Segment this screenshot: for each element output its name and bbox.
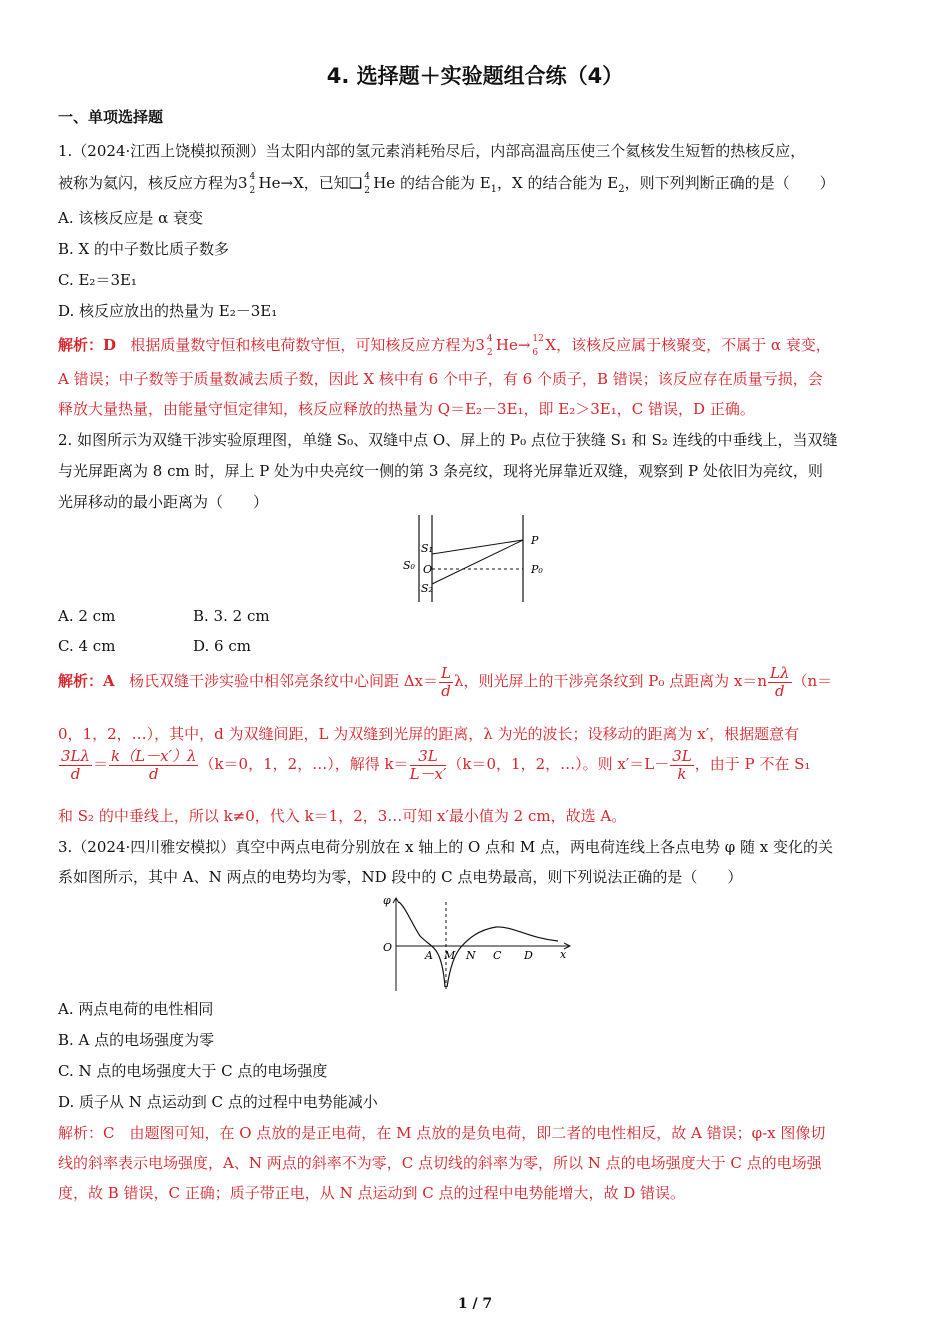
label-o: O [423,563,433,576]
q2-stem-line: 与光屏距离为 8 cm 时，屏上 P 处为中央亮纹一侧的第 3 条亮纹，现将光屏靠近双缝，观察到 P 处依旧为亮纹，则 [58,462,823,480]
q2-answer-line [58,665,832,699]
fraction-3Llam-over-d: $\frac{3L\lambda}{d}$ [61,747,91,783]
q2-option-d: D. 6 cm [193,637,251,655]
label-p: P [531,534,539,547]
double-slit-figure [395,512,570,604]
q2-answer-line: 和 S₂ 的中垂线上，所以 k≠0，代入 k＝1，2，3…可知 x′最小值为 2 cm，故选 A。 [58,807,627,825]
label-p0: P₀ [531,563,543,576]
x-nuclide: 12 6 [532,334,544,358]
label-a: A [425,949,433,962]
answer-label: 解析：A [58,672,115,690]
answer-text: ＝ [93,755,109,773]
q3-answer-line: 线的斜率表示电场强度，A、N 两点的斜率不为零，C 点切线的斜率为零，所以 N 点的电场强度大于 C 点的电场强 [58,1154,822,1172]
he-nuclide: 4 2 [486,334,493,358]
q2-answer-line [58,748,810,782]
q2-stem-line: 光屏移动的最小距离为（ ） [58,493,269,511]
q2-answer-line: 0，1，2，…），其中，d 为双缝间距，L 为双缝到光屏的距离，λ 为光的波长；设移动的距离为 x′，根据题意有 [58,725,800,743]
fraction-Llam-over-d: $\frac{L\lambda}{d}$ [770,664,790,700]
q3-stem-line: 3.（2024·四川雅安模拟）真空中两点电荷分别放在 x 轴上的 O 点和 M 点，两电荷连线上各点电势 φ 随 x 变化的关 [58,838,834,856]
q1-option-d: D. 核反应放出的热量为 E₂－3E₁ [58,302,278,320]
section-heading: 一、单项选择题 [58,108,164,126]
q1-text: ，X 的结合能为 E [497,174,619,192]
q2-option-b: B. 3. 2 cm [193,607,270,625]
q2-option-c: C. 4 cm [58,637,116,655]
q3-answer-line: 解析：C 由题图可知，在 O 点放的是正电荷，在 M 点放的是负电荷，即二者的电性相反，故 A 错误；φ-x 图像切 [58,1124,826,1142]
answer-text: 根据质量数守恒和核电荷数守恒，可知核反应方程为3 [130,336,485,354]
q1-stem-line: 被称为氦闪，核反应方程为3 4 2 He→X，已知❏ 4 2 He 的结合能为 $E_1$，X 的结合能为 $E_2$，则下列判断正确的是（ ） [58,172,835,196]
answer-text: （n＝ [792,672,833,690]
answer-text: ，由于 P 不在 S₁ [694,755,811,773]
q3-option-a: A. 两点电荷的电性相同 [58,1000,214,1018]
q1-option-a: A. 该核反应是 α 衰变 [58,209,204,227]
label-m: M [444,949,456,962]
q1-text: ，则下列判断正确的是（ ） [624,174,835,192]
label-c: C [493,949,502,962]
answer-text: （k＝0，1，2，…），解得 k＝ [199,755,409,773]
q3-option-d: D. 质子从 N 点运动到 C 点的过程中电势能减小 [58,1093,378,1111]
q3-option-b: B. A 点的电场强度为零 [58,1031,215,1049]
q1-answer-line: A 错误；中子数等于质量数减去质子数，因此 X 核中有 6 个中子，有 6 个质子，B 错误；该反应存在质量亏损，会 [58,370,823,388]
label-n: N [466,949,476,962]
q1-answer-line: 释放大量热量，由能量守恒定律知，核反应释放的热量为 Q＝E₂－3E₁，即 E₂＞3E₁，C 错误，D 正确。 [58,400,755,418]
q3-stem-line: 系如图所示，其中 A、N 两点的电势均为零，ND 段中的 C 点电势最高，则下列说法正确的是（ ） [58,868,743,886]
q2-option-a: A. 2 cm [58,607,116,625]
q1-text: 被称为氦闪，核反应方程为3 [58,174,248,192]
curve-left [399,902,445,987]
answer-text: He→ [495,336,531,354]
q1-option-c: C. E₂＝3E₁ [58,271,137,289]
label-d: D [524,949,533,962]
label-o: O [383,941,393,954]
fraction-kL-over-d: $\frac{k(L-x')\lambda}{d}$ [111,747,197,783]
label-x: x [560,948,567,961]
q1-text: He 的结合能为 E [373,174,491,192]
he-nuclide: 4 2 [364,172,370,196]
curve-right [447,927,558,987]
answer-text: （k＝0，1，2，…）。则 x′＝L－ [447,755,670,773]
answer-text: λ，则光屏上的干涉亮条纹到 P₀ 点距离为 x＝n [453,672,768,690]
he-nuclide: 4 2 [249,172,256,196]
potential-graph-figure [378,894,578,994]
fraction-L-over-d: $\frac{L}{d}$ [441,664,451,700]
page-number: 1 / 7 [457,1296,493,1312]
label-phi: φ [383,894,391,907]
label-s2: S₂ [421,582,433,595]
answer-label: 解析：D [58,336,117,354]
answer-text: 杨氏双缝干涉实验中相邻亮条纹中心间距 Δx＝ [128,672,439,690]
q1-answer-line [58,334,831,358]
q1-text: He→X，已知 [258,174,349,192]
q3-answer-line: 度，故 B 错误，C 正确；质子带正电，从 N 点运动到 C 点的过程中电势能增大，故 D 错误。 [58,1184,686,1202]
q1-option-b: B. X 的中子数比质子数多 [58,240,230,258]
fraction-3L-over-Lx: $\frac{3L}{L-x'}$ [409,747,447,783]
q3-option-c: C. N 点的电场强度大于 C 点的电场强度 [58,1062,328,1080]
q1-stem-line: 1.（2024·江西上饶模拟预测）当太阳内部的氢元素消耗殆尽后，内部高温高压使三个氦核发生短暂的热核反应， [58,142,806,160]
missing-glyph-icon: ❏ [348,174,363,192]
answer-text: X，该核反应属于核聚变，不属于 α 衰变， [545,336,831,354]
label-s1: S₁ [421,542,433,555]
fraction-3L-over-k: $\frac{3L}{k}$ [672,747,692,783]
page-title: 4. 选择题＋实验题组合练（4） [326,64,624,88]
q2-stem-line: 2. 如图所示为双缝干涉实验原理图，单缝 S₀、双缝中点 O、屏上的 P₀ 点位于狭缝 S₁ 和 S₂ 连线的中垂线上，当双缝 [58,431,838,449]
label-s0: S₀ [403,559,415,572]
